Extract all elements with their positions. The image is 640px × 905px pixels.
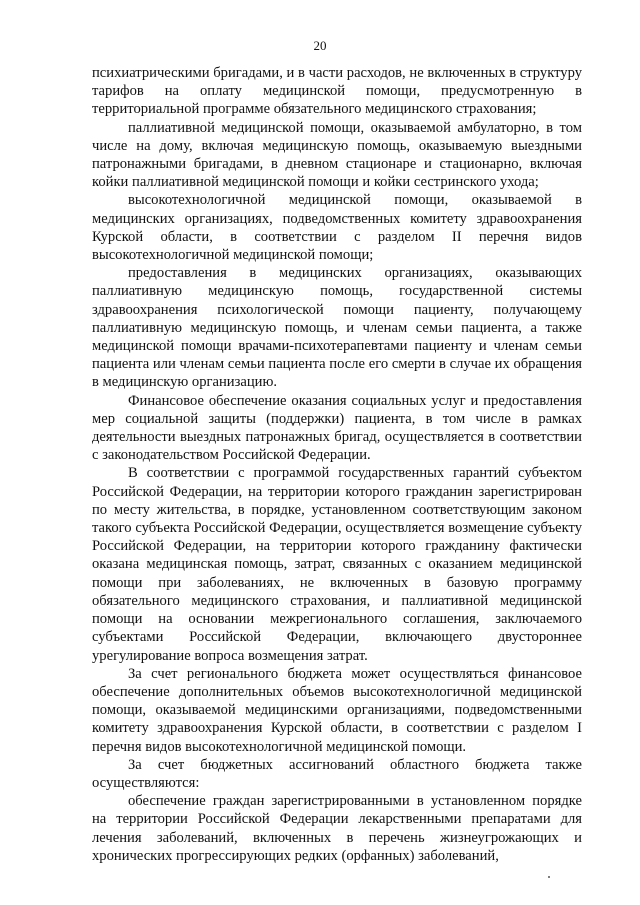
paragraph: Финансовое обеспечение оказания социальных услуг и предоставления мер социальной защиты (поддержки) пациента, в том числе в рамках деятельности выездных патронажных бригад, осуществляется в соответствии с законодательством Российской Федерации. [92, 392, 582, 464]
paragraph-continued: психиатрическими бригадами, и в части расходов, не включенных в структуру тарифов на оплату медицинской помощи, предусмотренную в территориальной программе обязательного медицинского страхования; [92, 65, 582, 118]
page-number: 20 [313, 38, 327, 53]
document-body [92, 64, 582, 865]
paragraph: предоставления в медицинских организациях, оказывающих паллиативную медицинскую помощь, государственной системы здравоохранения психологической помощи пациенту, получающему паллиативную медицинскую помощь, и членам семьи пациента, а также медицинской помощи врачами-психотерапевтами пациенту и членам семьи пациента или членам семьи пациента после его смерти в случае их обращения в медицинскую организацию. [92, 265, 582, 391]
paragraph: паллиативной медицинской помощи, оказываемой амбулаторно, в том числе на дому, включая медицинскую помощь, оказываемую выездными патронажными бригадами, в дневном стационаре и стационарно, включая койки паллиативной медицинской помощи и койки сестринского ухода; [92, 119, 582, 191]
paragraph: За счет бюджетных ассигнований областного бюджета также осуществляются: [92, 756, 582, 791]
paragraph: В соответствии с программой государственных гарантий субъектом Российской Федерации, на территории которого гражданин зарегистрирован по месту жительства, в порядке, установленном соответствующим законом такого субъекта Российской Федерации, осуществляется возмещение субъекту Российской Федерации, на территории которого гражданину фактически оказана медицинская помощь, затрат, связанных с оказанием медицинской помощи при заболеваниях, не включенных в базовую программу обязательного медицинского страхования, и паллиативной медицинской помощи на основании межрегионального соглашения, заключаемого субъектами Российской Федерации, включающего двустороннее урегулирование вопроса возмещения затрат. [92, 465, 582, 664]
paragraph: обеспечение граждан зарегистрированными в установленном порядке на территории Российской Федерации лекарственными препаратами для лечения заболеваний, включенных в перечень жизнеугрожающих и хронических прогрессирующих редких (орфанных) заболеваний, [92, 793, 582, 864]
scan-speck [548, 876, 550, 878]
paragraph: высокотехнологичной медицинской помощи, оказываемой в медицинских организациях, подведомственных комитету здравоохранения Курской области, в соответствии с разделом II перечня видов высокотехнологичной медицинской помощи; [92, 192, 582, 264]
paragraph: За счет регионального бюджета может осуществляться финансовое обеспечение дополнительных объемов высокотехнологичной медицинской помощи, оказываемой медицинскими организациями, подведомственными комитету здравоохранения Курской области, в соответствии с разделом I перечня видов высокотехнологичной медицинской помощи. [92, 665, 582, 755]
